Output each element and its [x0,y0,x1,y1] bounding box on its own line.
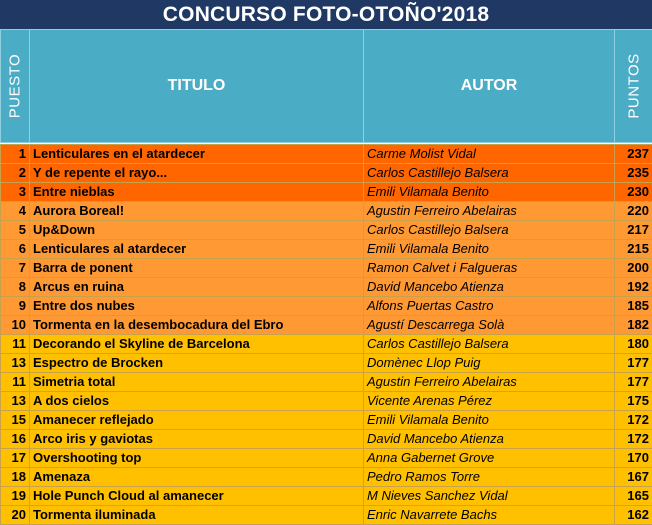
table-row [1,468,652,487]
cell-puntos: 175 [615,392,652,411]
cell-titulo: Amenaza [30,468,364,487]
cell-puesto: 2 [1,164,30,183]
cell-puesto: 3 [1,183,30,202]
cell-autor: Ramon Calvet i Falgueras [364,259,615,278]
table-row [1,335,652,354]
cell-puesto: 18 [1,468,30,487]
cell-puesto: 20 [1,506,30,525]
table-row [1,506,652,525]
cell-titulo: Tormenta iluminada [30,506,364,525]
table-row [1,373,652,392]
cell-titulo: Entre dos nubes [30,297,364,316]
table-row [1,259,652,278]
cell-titulo: Espectro de Brocken [30,354,364,373]
cell-titulo: Hole Punch Cloud al amanecer [30,487,364,506]
table-row [1,392,652,411]
cell-autor: Carlos Castillejo Balsera [364,221,615,240]
cell-titulo: Lenticulares en el atardecer [30,145,364,164]
table-row [1,449,652,468]
cell-autor: Agustí Descarrega Solà [364,316,615,335]
cell-puesto: 13 [1,392,30,411]
cell-puesto: 1 [1,145,30,164]
header-puntos [615,30,652,143]
header-puesto [1,30,30,143]
cell-autor: Vicente Arenas Pérez [364,392,615,411]
cell-puntos: 167 [615,468,652,487]
cell-titulo: Tormenta en la desembocadura del Ebro [30,316,364,335]
cell-titulo: Decorando el Skyline de Barcelona [30,335,364,354]
cell-puntos: 215 [615,240,652,259]
cell-puntos: 177 [615,373,652,392]
sheet-title: CONCURSO FOTO-OTOÑO'2018 [0,0,652,29]
cell-autor: Agustin Ferreiro Abelairas [364,373,615,392]
table-row [1,202,652,221]
table-row [1,354,652,373]
results-body [1,143,652,525]
cell-puesto: 6 [1,240,30,259]
cell-puntos: 235 [615,164,652,183]
cell-puntos: 162 [615,506,652,525]
table-row [1,297,652,316]
cell-titulo: Up&Down [30,221,364,240]
cell-autor: M Nieves Sanchez Vidal [364,487,615,506]
cell-titulo: Arco iris y gaviotas [30,430,364,449]
cell-titulo: Entre nieblas [30,183,364,202]
cell-autor: Carlos Castillejo Balsera [364,335,615,354]
cell-puesto: 19 [1,487,30,506]
cell-puntos: 170 [615,449,652,468]
results-table [0,29,652,525]
cell-puntos: 237 [615,145,652,164]
cell-titulo: Amanecer reflejado [30,411,364,430]
cell-autor: Agustin Ferreiro Abelairas [364,202,615,221]
table-row [1,411,652,430]
header-puntos-label: PUNTOS [625,53,642,118]
cell-puesto: 11 [1,373,30,392]
cell-autor: Anna Gabernet Grove [364,449,615,468]
table-row [1,316,652,335]
cell-titulo: Barra de ponent [30,259,364,278]
cell-titulo: Arcus en ruina [30,278,364,297]
cell-titulo: Y de repente el rayo... [30,164,364,183]
cell-puesto: 10 [1,316,30,335]
cell-puesto: 9 [1,297,30,316]
table-row [1,183,652,202]
cell-puesto: 11 [1,335,30,354]
cell-puesto: 4 [1,202,30,221]
cell-titulo: A dos cielos [30,392,364,411]
table-row [1,164,652,183]
cell-autor: David Mancebo Atienza [364,430,615,449]
cell-puesto: 15 [1,411,30,430]
cell-autor: Carme Molist Vidal [364,145,615,164]
cell-puntos: 230 [615,183,652,202]
table-row [1,240,652,259]
header-autor: AUTOR [364,30,615,143]
cell-puntos: 217 [615,221,652,240]
table-row [1,221,652,240]
cell-titulo: Overshooting top [30,449,364,468]
cell-puntos: 180 [615,335,652,354]
cell-puntos: 220 [615,202,652,221]
cell-puntos: 182 [615,316,652,335]
cell-puntos: 177 [615,354,652,373]
cell-autor: Emili Vilamala Benito [364,183,615,202]
header-puesto-label: PUESTO [7,54,24,118]
table-row [1,430,652,449]
cell-autor: Pedro Ramos Torre [364,468,615,487]
cell-puntos: 200 [615,259,652,278]
cell-autor: Alfons Puertas Castro [364,297,615,316]
cell-titulo: Aurora Boreal! [30,202,364,221]
header-titulo: TITULO [30,30,364,143]
header-row [1,30,652,143]
cell-puntos: 172 [615,430,652,449]
cell-autor: Domènec Llop Puig [364,354,615,373]
cell-puesto: 7 [1,259,30,278]
cell-puntos: 192 [615,278,652,297]
cell-puesto: 17 [1,449,30,468]
table-row [1,145,652,164]
cell-puesto: 8 [1,278,30,297]
cell-puesto: 5 [1,221,30,240]
table-row [1,278,652,297]
cell-puesto: 16 [1,430,30,449]
cell-puntos: 165 [615,487,652,506]
cell-autor: Emili Vilamala Benito [364,240,615,259]
cell-titulo: Simetria total [30,373,364,392]
cell-puesto: 13 [1,354,30,373]
cell-autor: David Mancebo Atienza [364,278,615,297]
cell-puntos: 172 [615,411,652,430]
cell-titulo: Lenticulares al atardecer [30,240,364,259]
table-row [1,487,652,506]
cell-autor: Carlos Castillejo Balsera [364,164,615,183]
cell-autor: Enric Navarrete Bachs [364,506,615,525]
cell-puntos: 185 [615,297,652,316]
cell-autor: Emili Vilamala Benito [364,411,615,430]
